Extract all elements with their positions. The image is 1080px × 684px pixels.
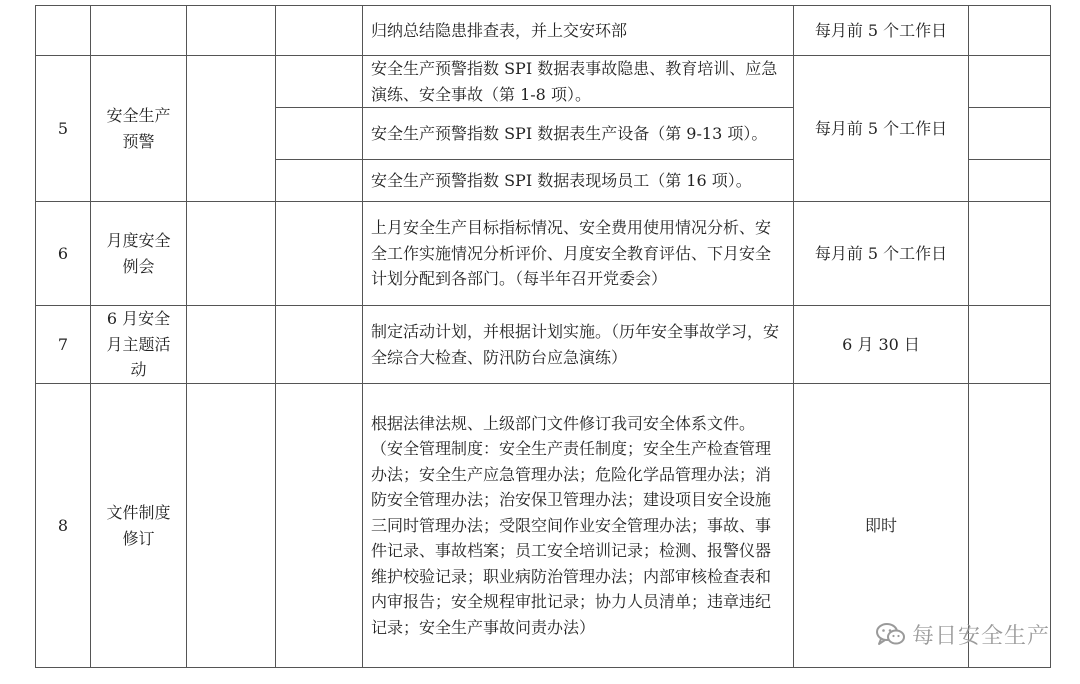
task-description: 安全生产预警指数 SPI 数据表现场员工（第 16 项）。 [363,160,794,202]
item-name-cell: 6 月安全月主题活动 [91,306,187,384]
remarks-cell [969,108,1051,160]
deadline-cell: 每月前 5 个工作日 [794,6,969,56]
watermark-text: 每日安全生产 [911,624,1050,649]
row-number-cell: 6 [36,202,91,306]
task-description: 安全生产预警指数 SPI 数据表事故隐患、教育培训、应急演练、安全事故（第 1-8 项）。 [363,56,794,108]
blank-cell [187,6,276,56]
blank-cell [276,306,363,384]
task-description-line: （安全管理制度：安全生产责任制度；安全生产检查管理办法；安全生产应急管理办法；危险化学品管理办法；消防安全管理办法；治安保卫管理办法；建设项目安全设施三同时管理办法；受限空间作业安全管理办法；事故、事件记录、事故档案；员工安全培训记录；检测、报警仪器维护校验记录；职业病防治管理办法；内部审核检查表和内审报告；安全规程审批记录；协力人员清单；违章违纪记录；安全生产事故问责办法） [371,439,772,637]
item-name-cell [91,6,187,56]
task-description: 上月安全生产目标指标情况、安全费用使用情况分析、安全工作实施情况分析评价、月度安全教育评估、下月安全计划分配到各部门。（每半年召开党委会） [363,202,794,306]
task-table [35,5,1051,668]
deadline-cell: 每月前 5 个工作日 [794,56,969,202]
row-number-cell [36,6,91,56]
table-row [36,202,1051,306]
table-row [36,6,1051,56]
blank-cell [276,6,363,56]
blank-cell [187,384,276,668]
watermark [876,619,1050,650]
row-number-cell: 8 [36,384,91,668]
remarks-cell [969,306,1051,384]
remarks-cell [969,202,1051,306]
blank-cell [276,160,363,202]
deadline-cell: 每月前 5 个工作日 [794,202,969,306]
deadline-cell: 即时 [794,384,969,668]
table-row [36,306,1051,384]
task-description [363,384,794,668]
blank-cell [187,306,276,384]
table-row [36,56,1051,108]
task-description-line: 根据法律法规、上级部门文件修订我司安全体系文件。 [371,413,756,433]
blank-cell [187,56,276,202]
deadline-cell: 6 月 30 日 [794,306,969,384]
item-name-cell: 月度安全例会 [91,202,187,306]
task-description: 制定活动计划，并根据计划实施。（历年安全事故学习，安全综合大检查、防汛防台应急演练） [363,306,794,384]
remarks-cell [969,56,1051,108]
blank-cell [187,202,276,306]
blank-cell [276,56,363,108]
task-description: 归纳总结隐患排查表，并上交安环部 [363,6,794,56]
item-name-cell: 安全生产预警 [91,56,187,202]
row-number-cell: 7 [36,306,91,384]
blank-cell [276,108,363,160]
row-number-cell: 5 [36,56,91,202]
blank-cell [276,384,363,668]
wechat-icon [876,622,906,648]
item-name-cell: 文件制度修订 [91,384,187,668]
remarks-cell [969,160,1051,202]
task-description: 安全生产预警指数 SPI 数据表生产设备（第 9-13 项）。 [363,108,794,160]
remarks-cell [969,6,1051,56]
blank-cell [276,202,363,306]
